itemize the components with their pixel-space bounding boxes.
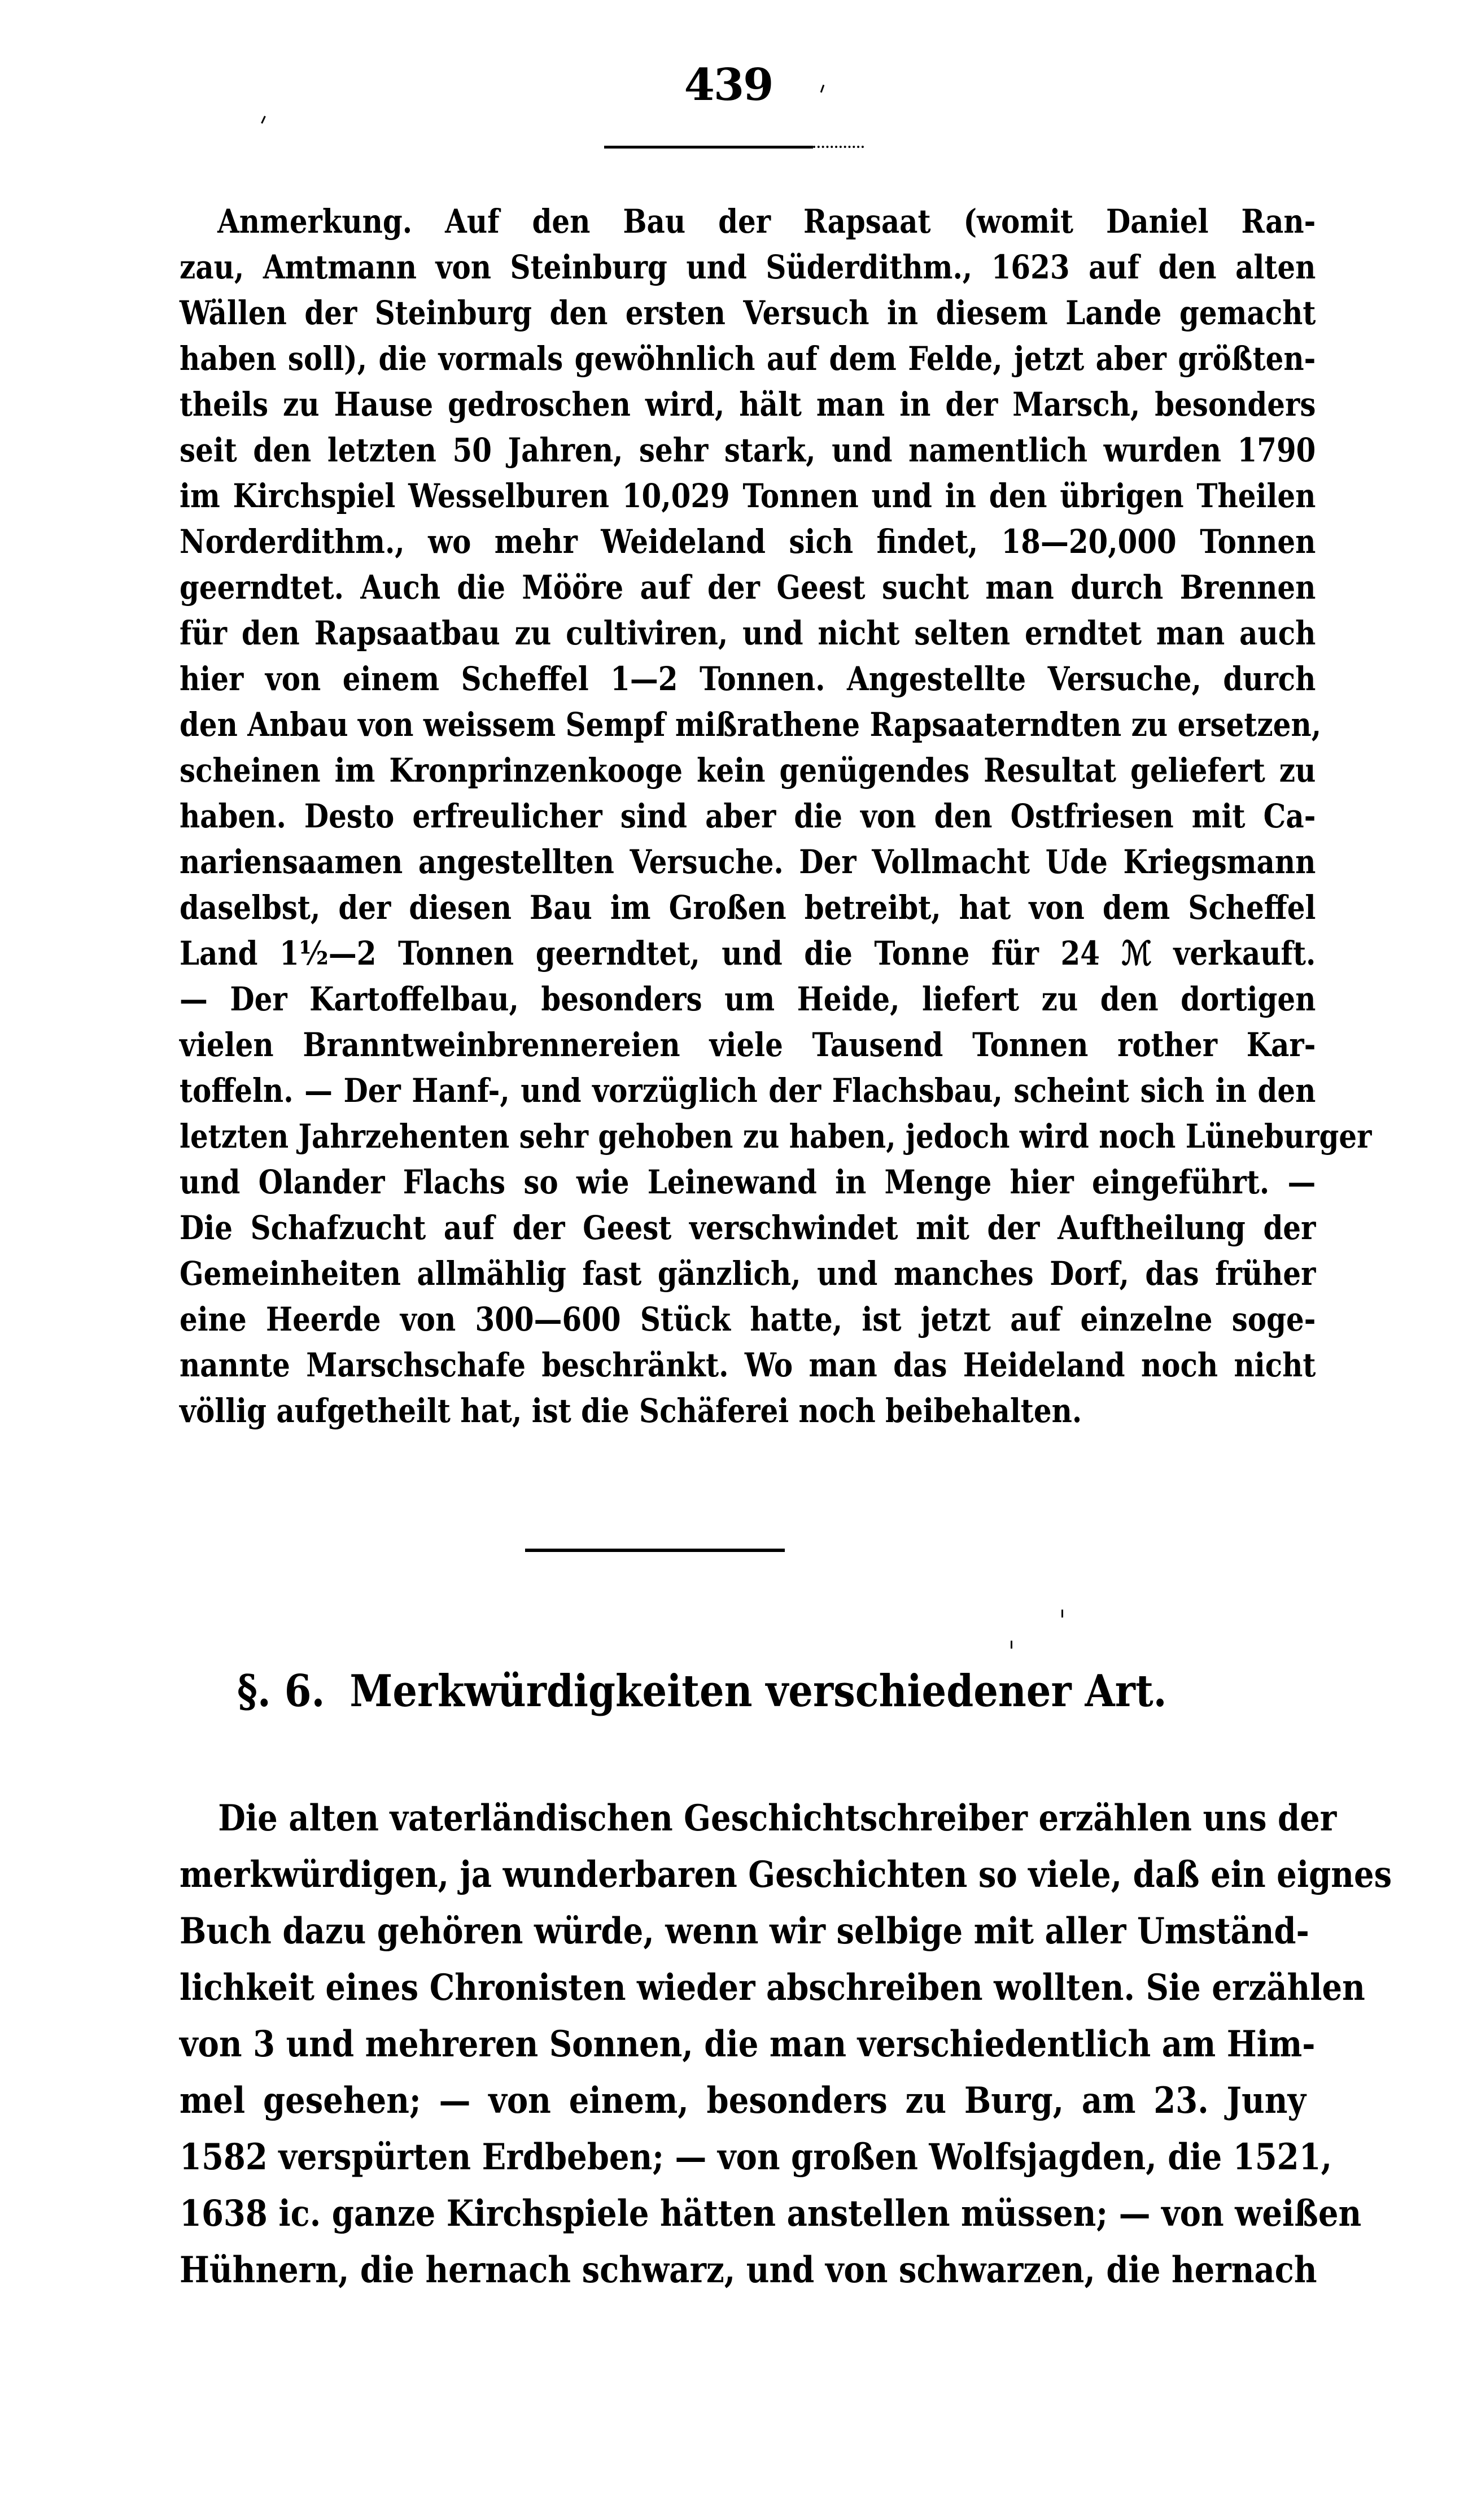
- body-line: von 3 und mehreren Sonnen, die man verschiedentlich am Him-: [180, 2023, 1316, 2065]
- note-line: den Anbau von weissem Sempf mißrathene Rapsaaterndten zu ersetzen,: [180, 705, 1322, 744]
- body-line: Hühnern, die hernach schwarz, und von schwarzen, die hernach: [180, 2249, 1317, 2291]
- note-line: nannte Marschschafe beschränkt. Wo man das Heideland noch nicht: [180, 1346, 1316, 1384]
- note-line: Wällen der Steinburg den ersten Versuch in diesem Lande gemacht: [180, 294, 1316, 332]
- scan-artifact: [1061, 1610, 1063, 1617]
- note-line: daselbst, der diesen Bau im Großen betreibt, hat von dem Scheffel: [180, 888, 1316, 927]
- body-line: mel gesehen; — von einem, besonders zu Burg, am 23. Juny: [180, 2079, 1306, 2122]
- scan-artifact: [820, 85, 825, 93]
- note-line: und Olander Flachs so wie Leinewand in Menge hier eingeführt. —: [180, 1163, 1316, 1201]
- body-line: merkwürdigen, ja wunderbaren Geschichten so viele, daß ein eignes: [180, 1854, 1392, 1896]
- scan-artifact: [261, 116, 266, 124]
- scan-artifact: [1011, 1641, 1012, 1649]
- header-rule: [604, 146, 813, 149]
- note-line: im Kirchspiel Wesselburen 10,029 Tonnen und in den übrigen Theilen: [180, 477, 1316, 515]
- note-line: Land 1½—2 Tonnen geerndtet, und die Tonne für 24 ℳ verkauft.: [180, 934, 1316, 973]
- note-line: theils zu Hause gedroschen wird, hält man in der Marsch, besonders: [180, 385, 1316, 424]
- note-line: für den Rapsaatbau zu cultiviren, und nicht selten erndtet man auch: [180, 614, 1316, 652]
- note-line: hier von einem Scheffel 1—2 Tonnen. Angestellte Versuche, durch: [180, 660, 1316, 698]
- note-line: vielen Branntweinbrennereien viele Tausend Tonnen rother Kar-: [180, 1026, 1316, 1064]
- section-heading: [237, 1658, 1167, 1725]
- note-line: toffeln. — Der Hanf-, und vorzüglich der Flachsbau, scheint sich in den: [180, 1071, 1316, 1110]
- note-line: letzten Jahrzehenten sehr gehoben zu haben, jedoch wird noch Lüneburger: [180, 1117, 1372, 1156]
- body-line: Die alten vaterländischen Geschichtschreiber erzählen uns der: [218, 1797, 1337, 1839]
- note-line: völlig aufgetheilt hat, ist die Schäferei noch beibehalten.: [180, 1392, 1082, 1430]
- body-line: 1638 ic. ganze Kirchspiele hätten anstellen müssen; — von weißen: [180, 2192, 1362, 2235]
- note-line: — Der Kartoffelbau, besonders um Heide, liefert zu den dortigen: [180, 980, 1316, 1018]
- section-number: §. 6.: [237, 1666, 325, 1717]
- note-line: nariensaamen angestellten Versuche. Der Vollmacht Ude Kriegsmann: [180, 843, 1316, 881]
- note-line: scheinen im Kronprinzenkooge kein genügendes Resultat geliefert zu: [180, 751, 1316, 790]
- section-separator-rule: [525, 1549, 785, 1552]
- note-line: haben. Desto erfreulicher sind aber die von den Ostfriesen mit Ca-: [180, 797, 1316, 835]
- body-paragraph: [180, 1790, 1392, 2299]
- header-rule-dotted-end: [813, 146, 864, 148]
- body-line: Buch dazu gehören würde, wenn wir selbige mit aller Umständ-: [180, 1910, 1309, 1952]
- note-line: geerndtet. Auch die Mööre auf der Geest sucht man durch Brennen: [180, 568, 1316, 607]
- note-line: haben soll), die vormals gewöhnlich auf dem Felde, jetzt aber größten-: [180, 339, 1316, 378]
- note-line: seit den letzten 50 Jahren, sehr stark, und namentlich wurden 1790: [180, 431, 1316, 469]
- note-line: Anmerkung. Auf den Bau der Rapsaat (womit Daniel Ran-: [217, 202, 1316, 241]
- page-number: 439: [684, 59, 773, 111]
- note-line: Norderdithm., wo mehr Weideland sich findet, 18—20,000 Tonnen: [180, 522, 1316, 561]
- footnote-annotation-paragraph: [180, 199, 1372, 1434]
- section-title: Merkwürdigkeiten verschiedener Art.: [349, 1666, 1167, 1717]
- note-line: eine Heerde von 300—600 Stück hatte, ist jetzt auf einzelne soge-: [180, 1300, 1316, 1339]
- note-line: Die Schafzucht auf der Geest verschwindet mit der Auftheilung der: [180, 1209, 1316, 1247]
- body-line: 1582 verspürten Erdbeben; — von großen Wolfsjagden, die 1521,: [180, 2136, 1332, 2178]
- note-line: zau, Amtmann von Steinburg und Süderdithm., 1623 auf den alten: [180, 248, 1316, 286]
- note-line: Gemeinheiten allmählig fast gänzlich, und manches Dorf, das früher: [180, 1254, 1316, 1293]
- body-line: lichkeit eines Chronisten wieder abschreiben wollten. Sie erzählen: [180, 1967, 1365, 2009]
